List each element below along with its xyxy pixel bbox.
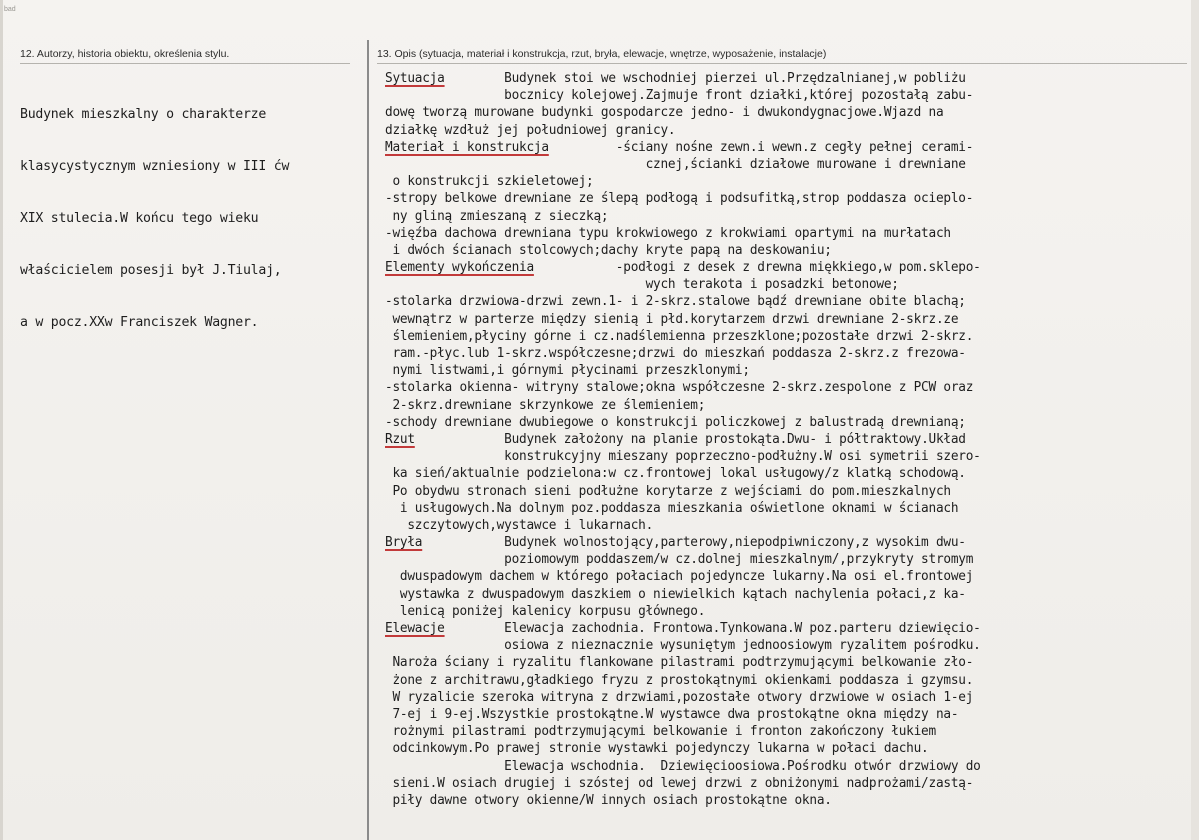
description-line	[385, 775, 981, 792]
description-line	[385, 362, 981, 379]
column-divider	[367, 40, 369, 840]
indent-spacer	[385, 759, 504, 774]
description-line	[385, 87, 981, 104]
description-line	[385, 70, 981, 87]
description-line	[385, 672, 981, 689]
description-line	[385, 603, 981, 620]
description-text: ny gliną zmieszaną z sieczką;	[385, 208, 609, 224]
description-line	[385, 706, 981, 723]
description-text: W ryzalicie szeroka witryna z drzwiami,pozostałe otwory drzwiowe w osiach 1-ej	[385, 689, 974, 705]
section-heading: Materiał i konstrukcja	[385, 139, 549, 155]
description-text: wystawka z dwuspadowym daszkiem o niewielkich kątach nachylenia połaci,z ka-	[385, 586, 966, 602]
description-line	[385, 500, 981, 517]
left-column-text	[20, 72, 289, 349]
description-text: o konstrukcji szkieletowej;	[385, 174, 594, 190]
description-line	[385, 328, 981, 345]
description-line	[385, 517, 981, 534]
description-line	[385, 259, 981, 276]
description-line	[385, 740, 981, 757]
left-line: klasycystycznym wzniesiony w III ćw	[20, 159, 290, 175]
indent-spacer	[385, 552, 504, 567]
section-heading: Rzut	[385, 431, 415, 447]
header-authors-history: 12. Autorzy, historia obiektu, określenia stylu.	[20, 48, 230, 60]
description-line	[385, 654, 981, 671]
header-rule-right	[377, 63, 1187, 64]
description-text: Budynek wolnostojący,parterowy,niepodpiwniczony,z wysokim dwu-	[504, 535, 966, 551]
description-line	[385, 551, 981, 568]
description-line	[385, 637, 981, 654]
description-text: ram.-płyc.lub 1-skrz.współczesne;drzwi do mieszkań poddasza 2-skrz.z frezowa-	[385, 346, 966, 361]
page-right-edge	[1191, 0, 1199, 840]
description-text: 7-ej i 9-ej.Wszystkie prostokątne.W wystawce dwa prostokątne okna między na-	[385, 706, 959, 722]
description-text: Budynek założony na planie prostokąta.Dwu- i półtraktowy.Układ	[504, 431, 966, 447]
left-line: Budynek mieszkalny o charakterze	[20, 107, 267, 123]
description-line	[385, 156, 981, 173]
description-text: piły dawne otwory okienne/W innych osiach prostokątne okna.	[385, 792, 832, 808]
description-text: cznej,ścianki działowe murowane i drewniane	[645, 156, 966, 172]
description-text: konstrukcyjny mieszany poprzeczno-podłużny.W osi symetrii szero-	[504, 449, 981, 465]
description-line	[385, 104, 981, 121]
description-line	[385, 311, 981, 328]
description-line	[385, 792, 981, 809]
description-text: nymi listwami,i górnymi płycinami przeszklonymi;	[385, 363, 750, 379]
description-text: rożnymi pilastrami podtrzymującymi belkowanie i fronton zakończony łukiem	[385, 724, 936, 740]
indent-spacer	[445, 621, 505, 636]
description-text: wewnątrz w parterze między sienią i płd.korytarzem drzwi drewniane 2-skrz.ze	[385, 311, 959, 327]
description-line	[385, 586, 981, 603]
description-line	[385, 758, 981, 775]
description-line	[385, 448, 981, 465]
description-line	[385, 465, 981, 482]
description-text: 2-skrz.drewniane skrzynkowe ze ślemieniem;	[385, 397, 706, 413]
description-text: sieni.W osiach drugiej i szóstej od lewej drzwi z obniżonymi nadprożami/zastą-	[385, 775, 974, 791]
description-line	[385, 173, 981, 190]
description-line	[385, 620, 981, 637]
description-line	[385, 431, 981, 448]
description-text: Po obydwu stronach sieni podłużne korytarze z wejściami do pom.mieszkalnych	[385, 483, 951, 499]
description-line	[385, 379, 981, 396]
description-line	[385, 225, 981, 242]
description-text: odcinkowym.Po prawej stronie wystawki pojedynczy lukarna w połaci dachu.	[385, 741, 929, 757]
indent-spacer	[385, 638, 504, 653]
indent-spacer	[385, 157, 646, 172]
corner-mark: bad	[4, 6, 16, 13]
right-column-text	[385, 70, 981, 809]
description-text: wych terakota i posadzki betonowe;	[645, 277, 899, 293]
description-line	[385, 190, 981, 207]
description-text: poziomowym poddaszem/w cz.dolnej mieszkalnym/,przykryty stromym	[504, 552, 974, 568]
left-line: a w pocz.XXw Franciszek Wagner.	[20, 315, 259, 331]
left-line: właścicielem posesji był J.Tiulaj,	[20, 263, 282, 279]
left-line: XIX stulecia.W końcu tego wieku	[20, 211, 259, 227]
description-text: żone z architrawu,gładkiego fryzu z prostokątnymi okienkami poddasza i gzymsu.	[385, 672, 974, 688]
description-line	[385, 242, 981, 259]
header-description: 13. Opis (sytuacja, materiał i konstrukcja, rzut, bryła, elewacje, wnętrze, wyposażenie, instalacje)	[377, 48, 827, 60]
description-text: szczytowych,wystawce i lukarnach.	[385, 517, 654, 533]
description-text: -podłogi z desek z drewna miękkiego,w pom.sklepo-	[615, 260, 981, 276]
description-line	[385, 276, 981, 293]
section-heading: Sytuacja	[385, 71, 445, 86]
description-text: bocznicy kolejowej.Zajmuje front działki,której pozostałą zabu-	[504, 88, 974, 104]
description-text: lenicą poniżej kalenicy korpusu głównego.	[385, 603, 706, 619]
description-line	[385, 414, 981, 431]
description-line	[385, 534, 981, 551]
description-text: -stolarka drzwiowa-drzwi zewn.1- i 2-skrz.stalowe bądź drewniane obite blachą;	[385, 294, 966, 310]
indent-spacer	[534, 260, 616, 275]
description-text: -stropy belkowe drewniane ze ślepą podłogą i podsufitką,strop poddasza ocieplo-	[385, 191, 974, 207]
description-text: -więźba dachowa drewniana typu krokwiowego z krokwiami opartymi na murłatach	[385, 225, 951, 241]
description-line	[385, 689, 981, 706]
indent-spacer	[385, 88, 504, 103]
description-text: i usługowych.Na dolnym poz.poddasza mieszkania oświetlone oknami w ścianach	[385, 500, 959, 516]
header-rule-left	[20, 63, 350, 64]
description-text: ka sień/aktualnie podzielona:w cz.frontowej lokal usługowy/z klatką schodową.	[385, 466, 966, 482]
description-text: -ściany nośne zewn.i wewn.z cegły pełnej cerami-	[615, 139, 974, 155]
description-text: Budynek stoi we wschodniej pierzei ul.Przędzalnianej,w pobliżu	[504, 71, 966, 86]
description-line	[385, 397, 981, 414]
description-line	[385, 139, 981, 156]
indent-spacer	[385, 277, 646, 292]
description-text: ślemieniem,płyciny górne i cz.nadślemienna przeszklone;pozostałe drzwi 2-skrz.	[385, 328, 974, 344]
description-text: dwuspadowym dachem w którego połaciach pojedyncze lukarny.Na osi el.frontowej	[385, 569, 974, 585]
section-heading: Bryła	[385, 535, 423, 551]
indent-spacer	[422, 535, 504, 550]
description-line	[385, 723, 981, 740]
section-heading: Elewacje	[385, 621, 445, 636]
description-text: -schody drewniane dwubiegowe o konstrukcji policzkowej z balustradą drewnianą;	[385, 414, 966, 430]
description-text: -stolarka okienna- witryny stalowe;okna współczesne 2-skrz.zespolone z PCW oraz	[385, 380, 974, 396]
description-text: działkę wzdłuż jej południowej granicy.	[385, 122, 676, 138]
description-text: dowę tworzą murowane budynki gospodarcze jedno- i dwukondygnacjowe.Wjazd na	[385, 105, 944, 121]
indent-spacer	[549, 140, 616, 155]
indent-spacer	[415, 432, 504, 447]
description-text: Elewacja zachodnia. Frontowa.Tynkowana.W poz.parteru dziewięcio-	[504, 621, 981, 636]
indent-spacer	[445, 71, 505, 86]
description-line	[385, 345, 981, 362]
description-line	[385, 483, 981, 500]
description-line	[385, 293, 981, 310]
page-left-edge	[0, 0, 3, 840]
section-heading: Elementy wykończenia	[385, 260, 534, 276]
description-text: Naroża ściany i ryzalitu flankowane pilastrami podtrzymującymi belkowanie zło-	[385, 655, 974, 671]
description-text: i dwóch ścianach stolcowych;dachy kryte papą na deskowaniu;	[385, 242, 832, 258]
description-line	[385, 208, 981, 225]
description-line	[385, 568, 981, 585]
indent-spacer	[385, 449, 504, 464]
description-text: Elewacja wschodnia. Dziewięcioosiowa.Pośrodku otwór drzwiowy do	[504, 758, 981, 774]
description-line	[385, 122, 981, 139]
description-text: osiowa z nieznacznie wysuniętym jednoosiowym ryzalitem pośrodku.	[504, 638, 981, 654]
